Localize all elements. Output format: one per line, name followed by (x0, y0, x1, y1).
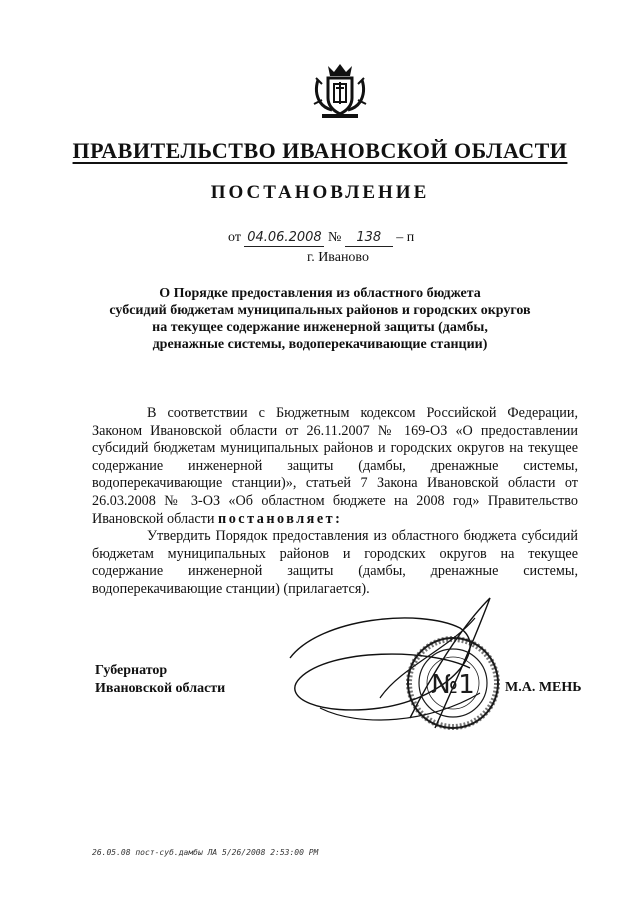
government-title: ПРАВИТЕЛЬСТВО ИВАНОВСКОЙ ОБЛАСТИ (72, 138, 568, 163)
signatory-position (95, 662, 225, 698)
date-number-line (228, 230, 458, 248)
city-line: г. Иваново (307, 250, 369, 265)
document-number: 138 (345, 230, 393, 247)
date-prefix: от (228, 230, 241, 245)
body-paragraph: Утвердить Порядок предоставления из областного бюджета субсидий бюджетам муниципальных районов и городских округов на текущее содержание инженерной защиты (дамбы, дренажные системы, водоперекачивающие станции) (прилагается). (92, 528, 578, 597)
document-subject (90, 285, 550, 353)
body-paragraph (92, 405, 578, 528)
subject-line: субсидий бюджетам муниципальных районов и городских округов (109, 303, 531, 318)
number-suffix: – п (396, 230, 415, 245)
document-body (92, 405, 578, 599)
position-line: Ивановской области (95, 681, 226, 696)
signatory-name: М.А. МЕНЬ (505, 680, 582, 695)
subject-line: на текущее содержание инженерной защиты (дамбы, (152, 320, 488, 335)
coat-of-arms-icon (308, 58, 372, 122)
resolves-word: постановляет: (218, 510, 343, 527)
subject-line: дренажные системы, водоперекачивающие станции) (152, 337, 488, 352)
document-date: 04.06.2008 (244, 230, 324, 247)
stamp-number: №1 (431, 670, 475, 700)
document-type-heading: ПОСТАНОВЛЕНИЕ (210, 182, 430, 203)
number-sign: № (327, 230, 342, 245)
official-stamp-icon (405, 635, 501, 731)
subject-line: О Порядке предоставления из областного бюджета (159, 286, 481, 301)
position-line: Губернатор (95, 663, 168, 678)
file-footer: 26.05.08 пост-суб.дамбы ЛА 5/26/2008 2:53:00 PM (92, 848, 319, 857)
preamble-text: В соответствии с Бюджетным кодексом Российской Федерации, Законом Ивановской области от 26.11.2007 № 169-ОЗ «О предоставлении субсидий бюджетам муниципальных районов и городских округов на текущее содержание инженерной защиты (дамбы, дренажные системы, водоперекачивающие станции)», статьей 7 Закона Ивановской области от 26.03.2008 № 3-ОЗ «Об областном бюджете на 2008 год» Правительство Ивановской области (92, 405, 578, 527)
